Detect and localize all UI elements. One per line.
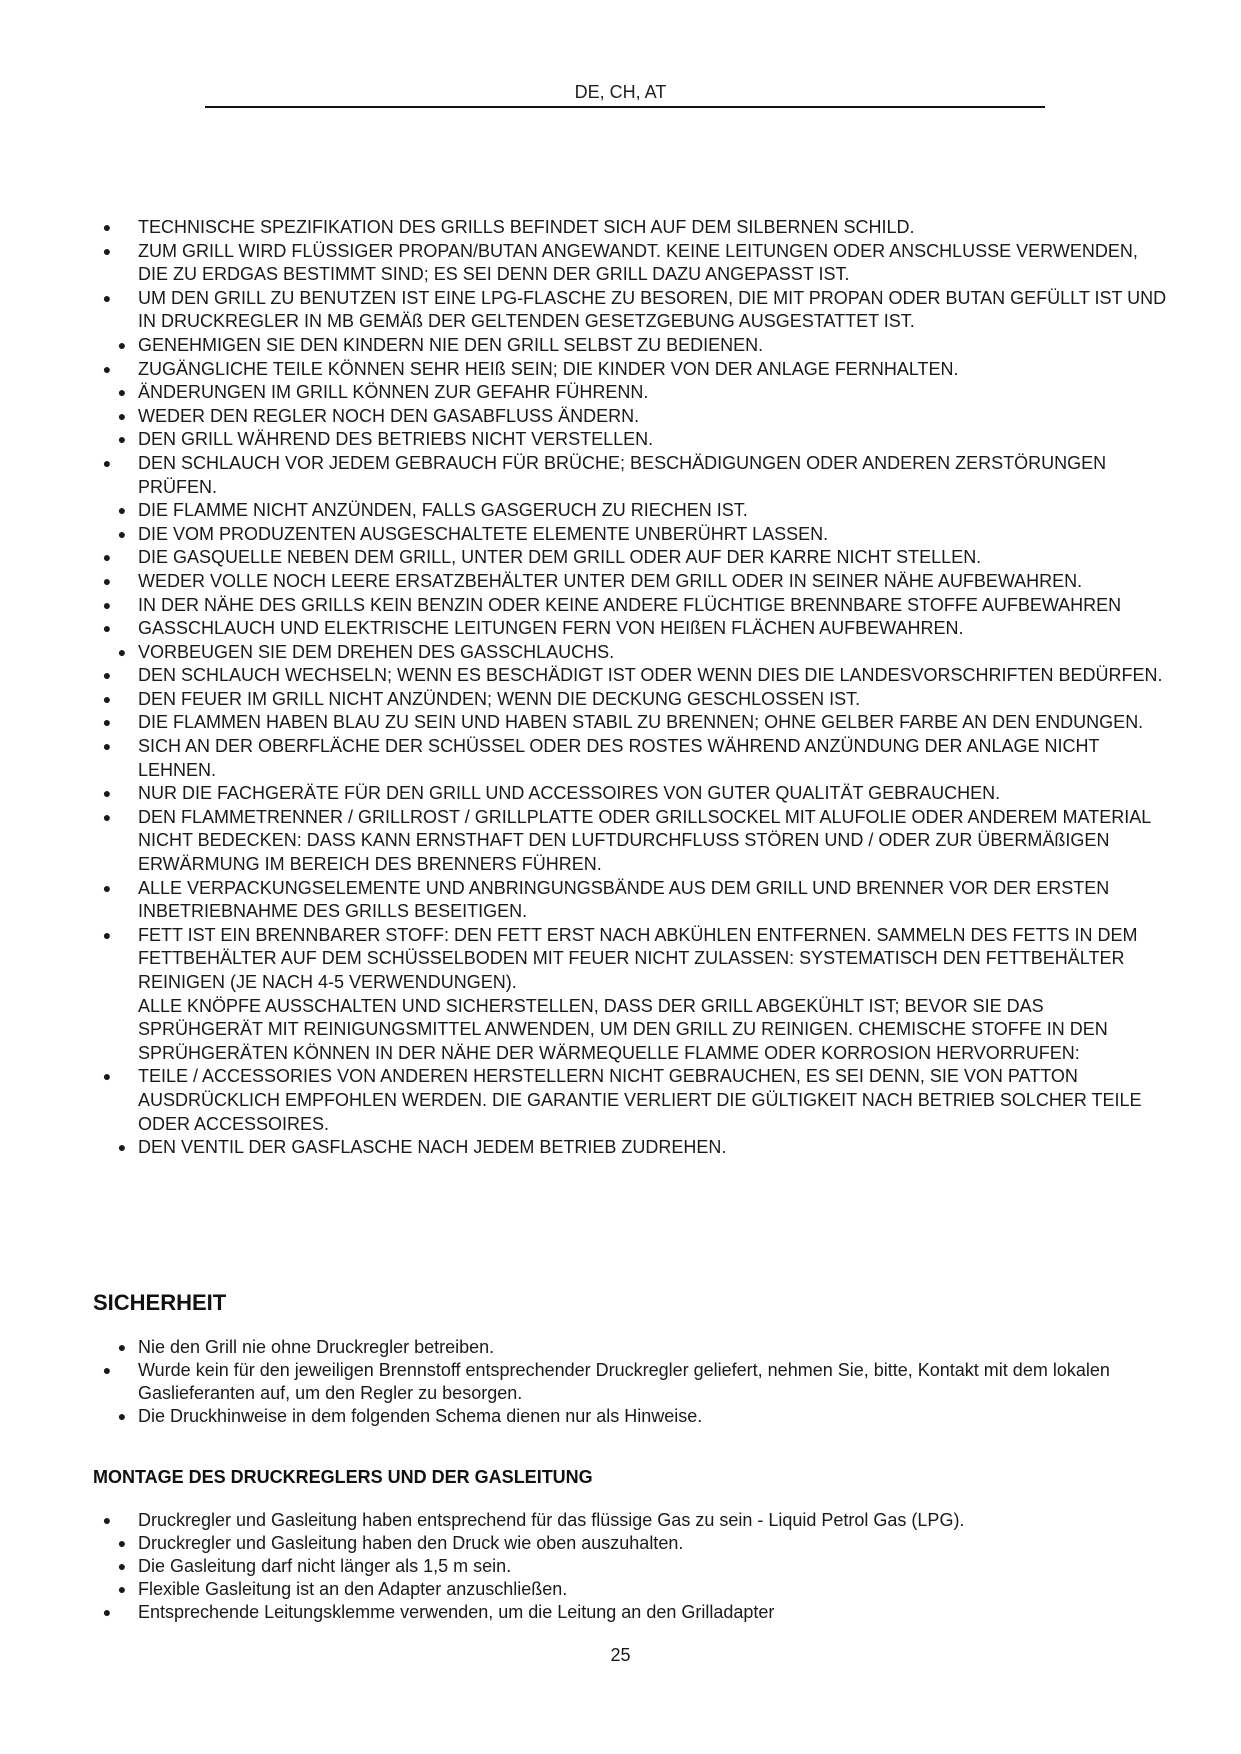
page-header: DE, CH, AT: [574, 82, 667, 102]
bullet-icon: ●: [117, 407, 127, 424]
assembly-heading: MONTAGE DES DRUCKREGLERS UND DER GASLEITUNG: [93, 1467, 593, 1487]
list-item: [0, 782, 1241, 806]
list-item: [0, 806, 1241, 877]
bullet-icon: ●: [102, 219, 112, 235]
list-item: [0, 240, 1241, 287]
bullet-icon: ●: [102, 738, 112, 755]
bullet-icon: ●: [102, 289, 112, 306]
bullet-icon: ●: [102, 454, 112, 471]
list-item-text: Entsprechende Leitungsklemme verwenden, um die Leitung an den Grilladapter: [138, 1602, 775, 1622]
list-item-text: SICH AN DER OBERFLÄCHE DER SCHÜSSEL ODER DES ROSTES WÄHREND ANZÜNDUNG DER ANLAGE NICHT LEHNEN.: [138, 736, 1100, 780]
list-item-text: DEN FEUER IM GRILL NICHT ANZÜNDEN; WENN DIE DECKUNG GESCHLOSSEN IST.: [138, 688, 861, 709]
list-item-text: ZUM GRILL WIRD FLÜSSIGER PROPAN/BUTAN ANGEWANDT. KEINE LEITUNGEN ODER ANSCHLUSSE VERWENDEN, DIE ZU ERDGAS BESTIMMT SIND; ES SEI DENN DER GRILL DAZU ANGEPASST IST.: [138, 240, 1138, 285]
list-item-text: VORBEUGEN SIE DEM DREHEN DES GASSCHLAUCHS.: [138, 641, 615, 662]
list-item-text: ALLE VERPACKUNGSELEMENTE UND ANBRINGUNGSBÄNDE AUS DEM GRILL UND BRENNER VOR DER ERSTEN INBETRIEBNAHME DES GRILLS BESEITIGEN.: [138, 877, 1110, 922]
list-item-text: TECHNISCHE SPEZIFIKATION DES GRILLS BEFINDET SICH AUF DEM SILBERNEN SCHILD.: [138, 217, 915, 237]
list-item-text: NUR DIE FACHGERÄTE FÜR DEN GRILL UND ACCESSOIRES VON GUTER QUALITÄT GEBRAUCHEN.: [138, 783, 1001, 804]
list-item-text: GASSCHLAUCH UND ELEKTRISCHE LEITUNGEN FERN VON HEIßEN FLÄCHEN AUFBEWAHREN.: [138, 618, 964, 639]
list-item: [0, 287, 1241, 334]
list-item: [0, 546, 1241, 570]
bullet-icon: ●: [102, 879, 112, 896]
list-item: [0, 1555, 1241, 1578]
bullet-icon: ●: [102, 242, 112, 259]
warnings-list: [0, 216, 1241, 1160]
bullet-icon: ●: [117, 1339, 127, 1355]
bullet-icon: ●: [102, 572, 112, 589]
list-item-text: IN DER NÄHE DES GRILLS KEIN BENZIN ODER KEINE ANDERE FLÜCHTIGE BRENNBARE STOFFE AUFBEWAHREN: [138, 594, 1122, 615]
bullet-icon: ●: [102, 620, 112, 637]
bullet-icon: ●: [102, 690, 112, 707]
list-item-text: WEDER VOLLE NOCH LEERE ERSATZBEHÄLTER UNTER DEM GRILL ODER IN SEINER NÄHE AUFBEWAHREN.: [138, 570, 1083, 591]
list-item-text: Die Gasleitung darf nicht länger als 1,5 m sein.: [138, 1556, 512, 1576]
list-item: [0, 452, 1241, 499]
list-item-text: ÄNDERUNGEN IM GRILL KÖNNEN ZUR GEFAHR FÜHRENN.: [138, 382, 649, 403]
bullet-icon: ●: [117, 1558, 127, 1574]
bullet-icon: ●: [102, 808, 112, 825]
list-item: [0, 877, 1241, 924]
bullet-icon: ●: [117, 431, 127, 448]
list-item: [0, 1359, 1241, 1405]
list-item-text: Druckregler und Gasleitung haben entsprechend für das flüssige Gas zu sein - Liquid Petrol Gas (LPG).: [138, 1510, 965, 1530]
list-item-text: ZUGÄNGLICHE TEILE KÖNNEN SEHR HEIß SEIN; DIE KINDER VON DER ANLAGE FERNHALTEN.: [138, 358, 959, 379]
list-item-text: DIE VOM PRODUZENTEN AUSGESCHALTETE ELEMENTE UNBERÜHRT LASSEN.: [138, 523, 829, 544]
list-item: [0, 499, 1241, 523]
list-item-text: DEN GRILL WÄHREND DES BETRIEBS NICHT VERSTELLEN.: [138, 429, 654, 450]
list-item: [0, 1405, 1241, 1428]
safety-list: [0, 1336, 1241, 1428]
bullet-icon: ●: [117, 502, 127, 519]
list-item: [0, 1532, 1241, 1555]
list-item-continuation: ALLE KNÖPFE AUSSCHALTEN UND SICHERSTELLEN, DASS DER GRILL ABGEKÜHLT IST; BEVOR SIE DAS SPRÜHGERÄT MIT REINIGUNGSMITTEL ANWENDEN, UM DEN GRILL ZU REINIGEN. CHEMISCHE STOFFE IN DEN SPRÜHGERÄTEN KÖNNEN IN DER NÄHE DER WÄRMEQUELLE FLAMME ODER KORROSION HERVORRUFEN:: [138, 995, 1108, 1063]
bullet-icon: ●: [102, 1068, 112, 1085]
list-item-text: Die Druckhinweise in dem folgenden Schema dienen nur als Hinweise.: [138, 1406, 703, 1426]
list-item-text: UM DEN GRILL ZU BENUTZEN IST EINE LPG-FLASCHE ZU BESOREN, DIE MIT PROPAN ODER BUTAN GEFÜLLT IST UND IN DRUCKREGLER IN MB GEMÄß DER GELTENDEN GESETZGEBUNG AUSGESTATTET IST.: [138, 287, 1167, 332]
bullet-icon: ●: [102, 549, 112, 566]
list-item: [0, 735, 1241, 782]
list-item: [0, 641, 1241, 665]
list-item-text: DIE FLAMME NICHT ANZÜNDEN, FALLS GASGERUCH ZU RIECHEN IST.: [138, 500, 748, 521]
list-item-text: DEN SCHLAUCH VOR JEDEM GEBRAUCH FÜR BRÜCHE; BESCHÄDIGUNGEN ODER ANDEREN ZERSTÖRUNGEN PRÜFEN.: [138, 452, 1107, 497]
list-item: [0, 594, 1241, 618]
bullet-icon: ●: [117, 643, 127, 660]
bullet-icon: ●: [102, 360, 112, 377]
list-item: [0, 216, 1241, 240]
list-item-text: WEDER DEN REGLER NOCH DEN GASABFLUSS ÄNDERN.: [138, 405, 640, 426]
bullet-icon: ●: [117, 525, 127, 542]
list-item: [0, 334, 1241, 358]
list-item: [0, 381, 1241, 405]
list-item-text: Flexible Gasleitung ist an den Adapter anzuschließen.: [138, 1579, 568, 1599]
bullet-icon: ●: [117, 1535, 127, 1551]
bullet-icon: ●: [102, 596, 112, 613]
list-item-text: TEILE / ACCESSORIES VON ANDEREN HERSTELLERN NICHT GEBRAUCHEN, ES SEI DENN, SIE VON PATTON AUSDRÜCKLICH EMPFOHLEN WERDEN. DIE GARANTIE VERLIERT DIE GÜLTIGKEIT NACH BETRIEB SOLCHER TEILE ODER ACCESSOIRES.: [138, 1066, 1142, 1134]
assembly-list: [0, 1509, 1241, 1624]
list-item-text: DEN FLAMMETRENNER / GRILLROST / GRILLPLATTE ODER GRILLSOCKEL MIT ALUFOLIE ODER ANDEREM MATERIAL NICHT BEDECKEN: DASS KANN ERNSTHAFT DEN LUFTDURCHFLUSS STÖREN UND / ODER ZUR ÜBERMÄßIGEN ERWÄRMUNG IM BEREICH DES BRENNERS FÜHREN.: [138, 806, 1151, 875]
list-item: [0, 358, 1241, 382]
bullet-icon: ●: [117, 1408, 127, 1424]
bullet-icon: ●: [117, 1581, 127, 1597]
list-item: [0, 617, 1241, 641]
bullet-icon: ●: [117, 384, 127, 401]
bullet-icon: ●: [102, 1362, 112, 1378]
header-rule: [205, 106, 1045, 108]
list-item-text: DEN VENTIL DER GASFLASCHE NACH JEDEM BETRIEB ZUDREHEN.: [138, 1137, 727, 1158]
bullet-icon: ●: [102, 785, 112, 802]
list-item-text: Wurde kein für den jeweiligen Brennstoff entsprechender Druckregler geliefert, nehmen Sie, bitte, Kontakt mit dem lokalen Gaslieferanten auf, um den Regler zu besorgen.: [138, 1360, 1110, 1403]
list-item-text: FETT IST EIN BRENNBARER STOFF: DEN FETT ERST NACH ABKÜHLEN ENTFERNEN. SAMMELN DES FETTS IN DEM FETTBEHÄLTER AUF DEM SCHÜSSELBODEN MIT FEUER NICHT ZULASSEN: SYSTEMATISCH DEN FETTBEHÄLTER REINIGEN (JE NACH 4-5 VERWENDUNGEN).: [138, 924, 1138, 992]
bullet-icon: ●: [102, 1604, 112, 1620]
bullet-icon: ●: [102, 1512, 112, 1528]
list-item: [0, 1065, 1241, 1136]
list-item-text: DEN SCHLAUCH WECHSELN; WENN ES BESCHÄDIGT IST ODER WENN DIES DIE LANDESVORSCHRIFTEN BEDÜRFEN.: [138, 665, 1163, 686]
bullet-icon: ●: [102, 667, 112, 684]
list-item-text: GENEHMIGEN SIE DEN KINDERN NIE DEN GRILL SELBST ZU BEDIENEN.: [138, 334, 764, 355]
list-item: [0, 570, 1241, 594]
page-number: 25: [610, 1645, 631, 1665]
bullet-icon: ●: [117, 1139, 127, 1156]
list-item: [0, 924, 1241, 1066]
list-item-text: Druckregler und Gasleitung haben den Druck wie oben auszuhalten.: [138, 1533, 684, 1553]
list-item: [0, 405, 1241, 429]
bullet-icon: ●: [102, 926, 112, 943]
list-item: [0, 1601, 1241, 1624]
list-item: [0, 664, 1241, 688]
bullet-icon: ●: [117, 336, 127, 353]
bullet-icon: ●: [102, 714, 112, 731]
safety-heading: SICHERHEIT: [93, 1290, 227, 1315]
list-item-text: DIE FLAMMEN HABEN BLAU ZU SEIN UND HABEN STABIL ZU BRENNEN; OHNE GELBER FARBE AN DEN ENDUNGEN.: [138, 712, 1144, 733]
list-item-text: DIE GASQUELLE NEBEN DEM GRILL, UNTER DEM GRILL ODER AUF DER KARRE NICHT STELLEN.: [138, 547, 982, 568]
list-item: [0, 1336, 1241, 1359]
list-item: [0, 428, 1241, 452]
list-item: [0, 1136, 1241, 1160]
list-item: [0, 711, 1241, 735]
list-item: [0, 688, 1241, 712]
list-item: [0, 1509, 1241, 1532]
list-item: [0, 523, 1241, 547]
list-item-text: Nie den Grill nie ohne Druckregler betreiben.: [138, 1337, 495, 1357]
list-item: [0, 1578, 1241, 1601]
